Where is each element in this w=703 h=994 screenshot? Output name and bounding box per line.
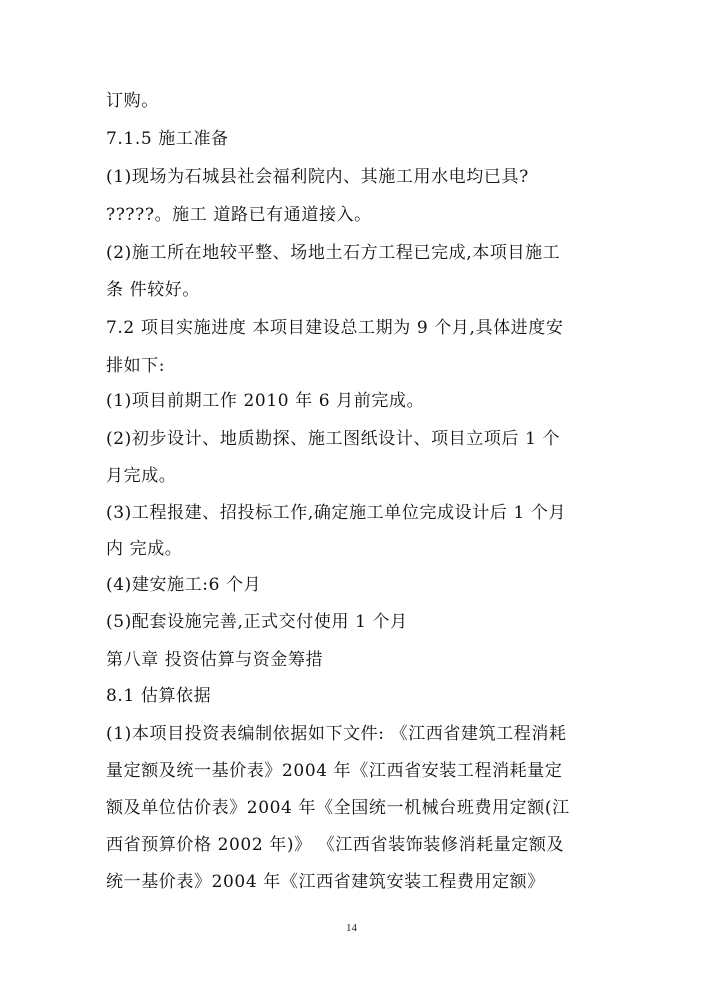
text-line: (2)初步设计、地质勘探、施工图纸设计、项目立项后 1 个: [106, 429, 561, 449]
text-line: (1)项目前期工作 2010 年 6 月前完成。: [106, 391, 425, 411]
text-line: 月完成。: [106, 466, 177, 486]
text-line: (1)本项目投资表编制依据如下文件: 《江西省建筑工程消耗: [106, 724, 567, 744]
section-heading: 7.2 项目实施进度 本项目建设总工期为 9 个月,具体进度安: [106, 318, 564, 338]
section-heading: 7.1.5 施工准备: [106, 129, 229, 149]
text-line: 量定额及统一基价表》2004 年《江西省安装工程消耗量定: [106, 761, 563, 781]
text-line: 西省预算价格 2002 年)》 《江西省装饰装修消耗量定额及: [106, 835, 565, 855]
text-line: 排如下:: [106, 356, 166, 376]
text-line: (1)现场为石城县社会福利院内、其施工用水电均已具?: [106, 167, 529, 187]
text-line: (3)工程报建、招投标工作,确定施工单位完成设计后 1 个月: [106, 503, 567, 523]
section-heading: 8.1 估算依据: [106, 686, 212, 706]
text-line: 条 件较好。: [106, 280, 201, 300]
text-line: 内 完成。: [106, 539, 183, 559]
text-line: 统一基价表》2004 年《江西省建筑安装工程费用定额》: [106, 872, 545, 892]
text-line: (5)配套设施完善,正式交付使用 1 个月: [106, 612, 408, 632]
text-line: ?????。施工 道路已有通道接入。: [106, 205, 372, 225]
text-line: (2)施工所在地较平整、场地土石方工程已完成,本项目施工: [106, 243, 561, 263]
chapter-heading: 第八章 投资估算与资金筹措: [106, 650, 324, 670]
text-line: 额及单位估价表》2004 年《全国统一机械台班费用定额(江: [106, 798, 570, 818]
text-line: 订购。: [106, 91, 159, 111]
page-number: 14: [346, 922, 357, 934]
text-line: (4)建安施工:6 个月: [106, 575, 262, 595]
